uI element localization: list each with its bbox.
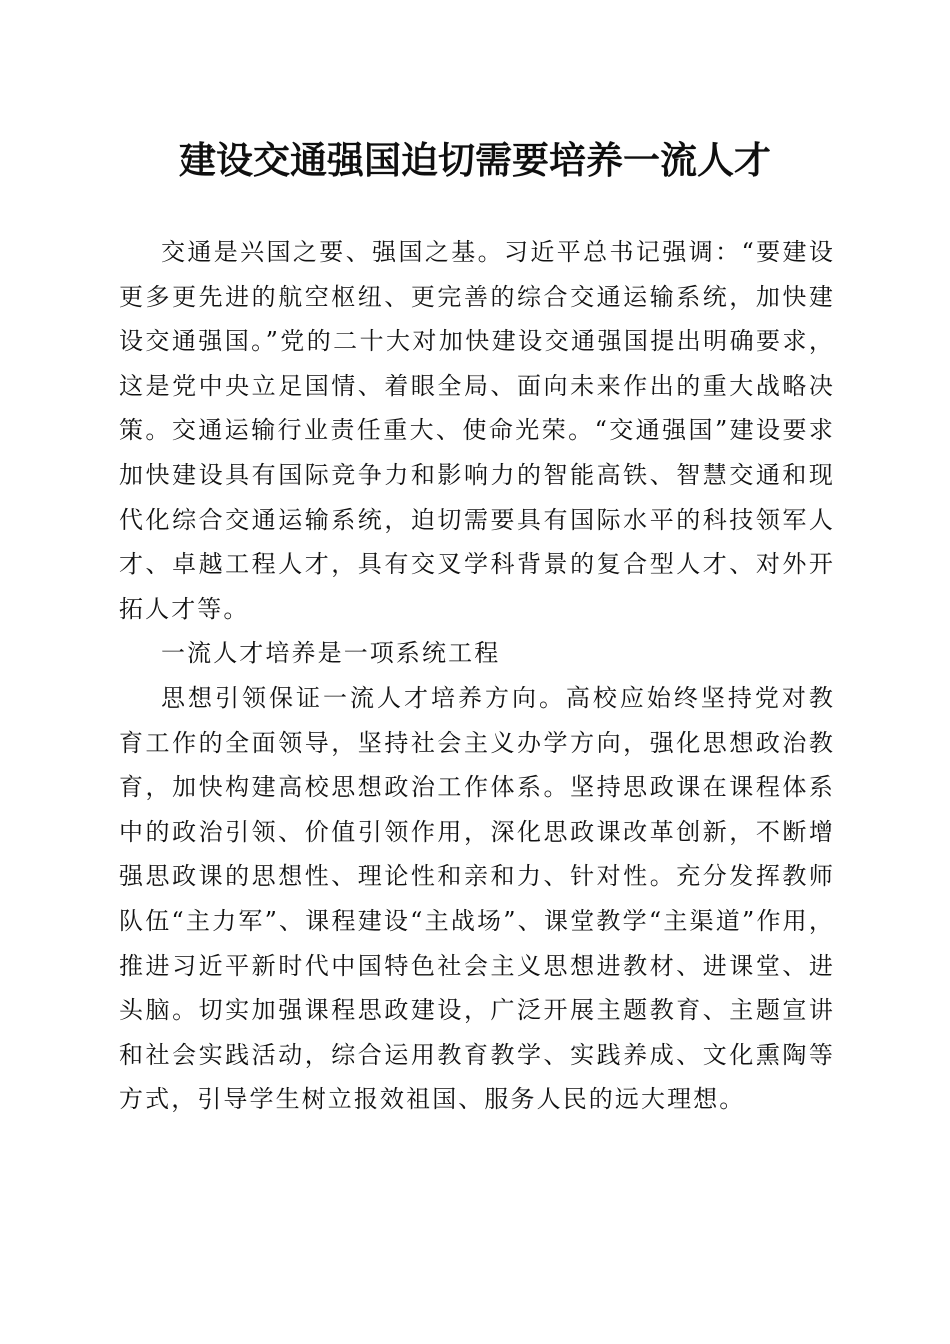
document-title: 建设交通强国迫切需要培养一流人才: [179, 138, 771, 182]
paragraph-ideological-guidance: 思想引领保证一流人才培养方向。高校应始终坚持党对教育工作的全面领导，坚持社会主义办学方向，强化思想政治教育，加快构建高校思想政治工作体系。坚持思政课在课程体系中的政治引领、价值引领作用，深化思政课改革创新，不断增强思政课的思想性、理论性和亲和力、针对性。充分发挥教师队伍“主力军”、课程建设“主战场”、课堂教学“主渠道”作用，推进习近平新时代中国特色社会主义思想进教材、进课堂、进头脑。切实加强课程思政建设，广泛开展主题教育、主题宣讲和社会实践活动，综合运用教育教学、实践养成、文化熏陶等方式，引导学生树立报效祖国、服务人民的远大理想。: [119, 683, 835, 1114]
paragraph-intro: 交通是兴国之要、强国之基。习近平总书记强调：“要建设更多更先进的航空枢纽、更完善的综合交通运输系统，加快建设交通强国。”党的二十大对加快建设交通强国提出明确要求，这是党中央立足国情、着眼全局、面向未来作出的重大战略决策。交通运输行业责任重大、使命光荣。“交通强国”建设要求加快建设具有国际竞争力和影响力的智能高铁、智慧交通和现代化综合交通运输系统，迫切需要具有国际水平的科技领军人才、卓越工程人才，具有交叉学科背景的复合型人才、对外开拓人才等。: [119, 238, 835, 623]
section-heading: 一流人才培养是一项系统工程: [161, 639, 501, 668]
document-body: [119, 230, 835, 1122]
